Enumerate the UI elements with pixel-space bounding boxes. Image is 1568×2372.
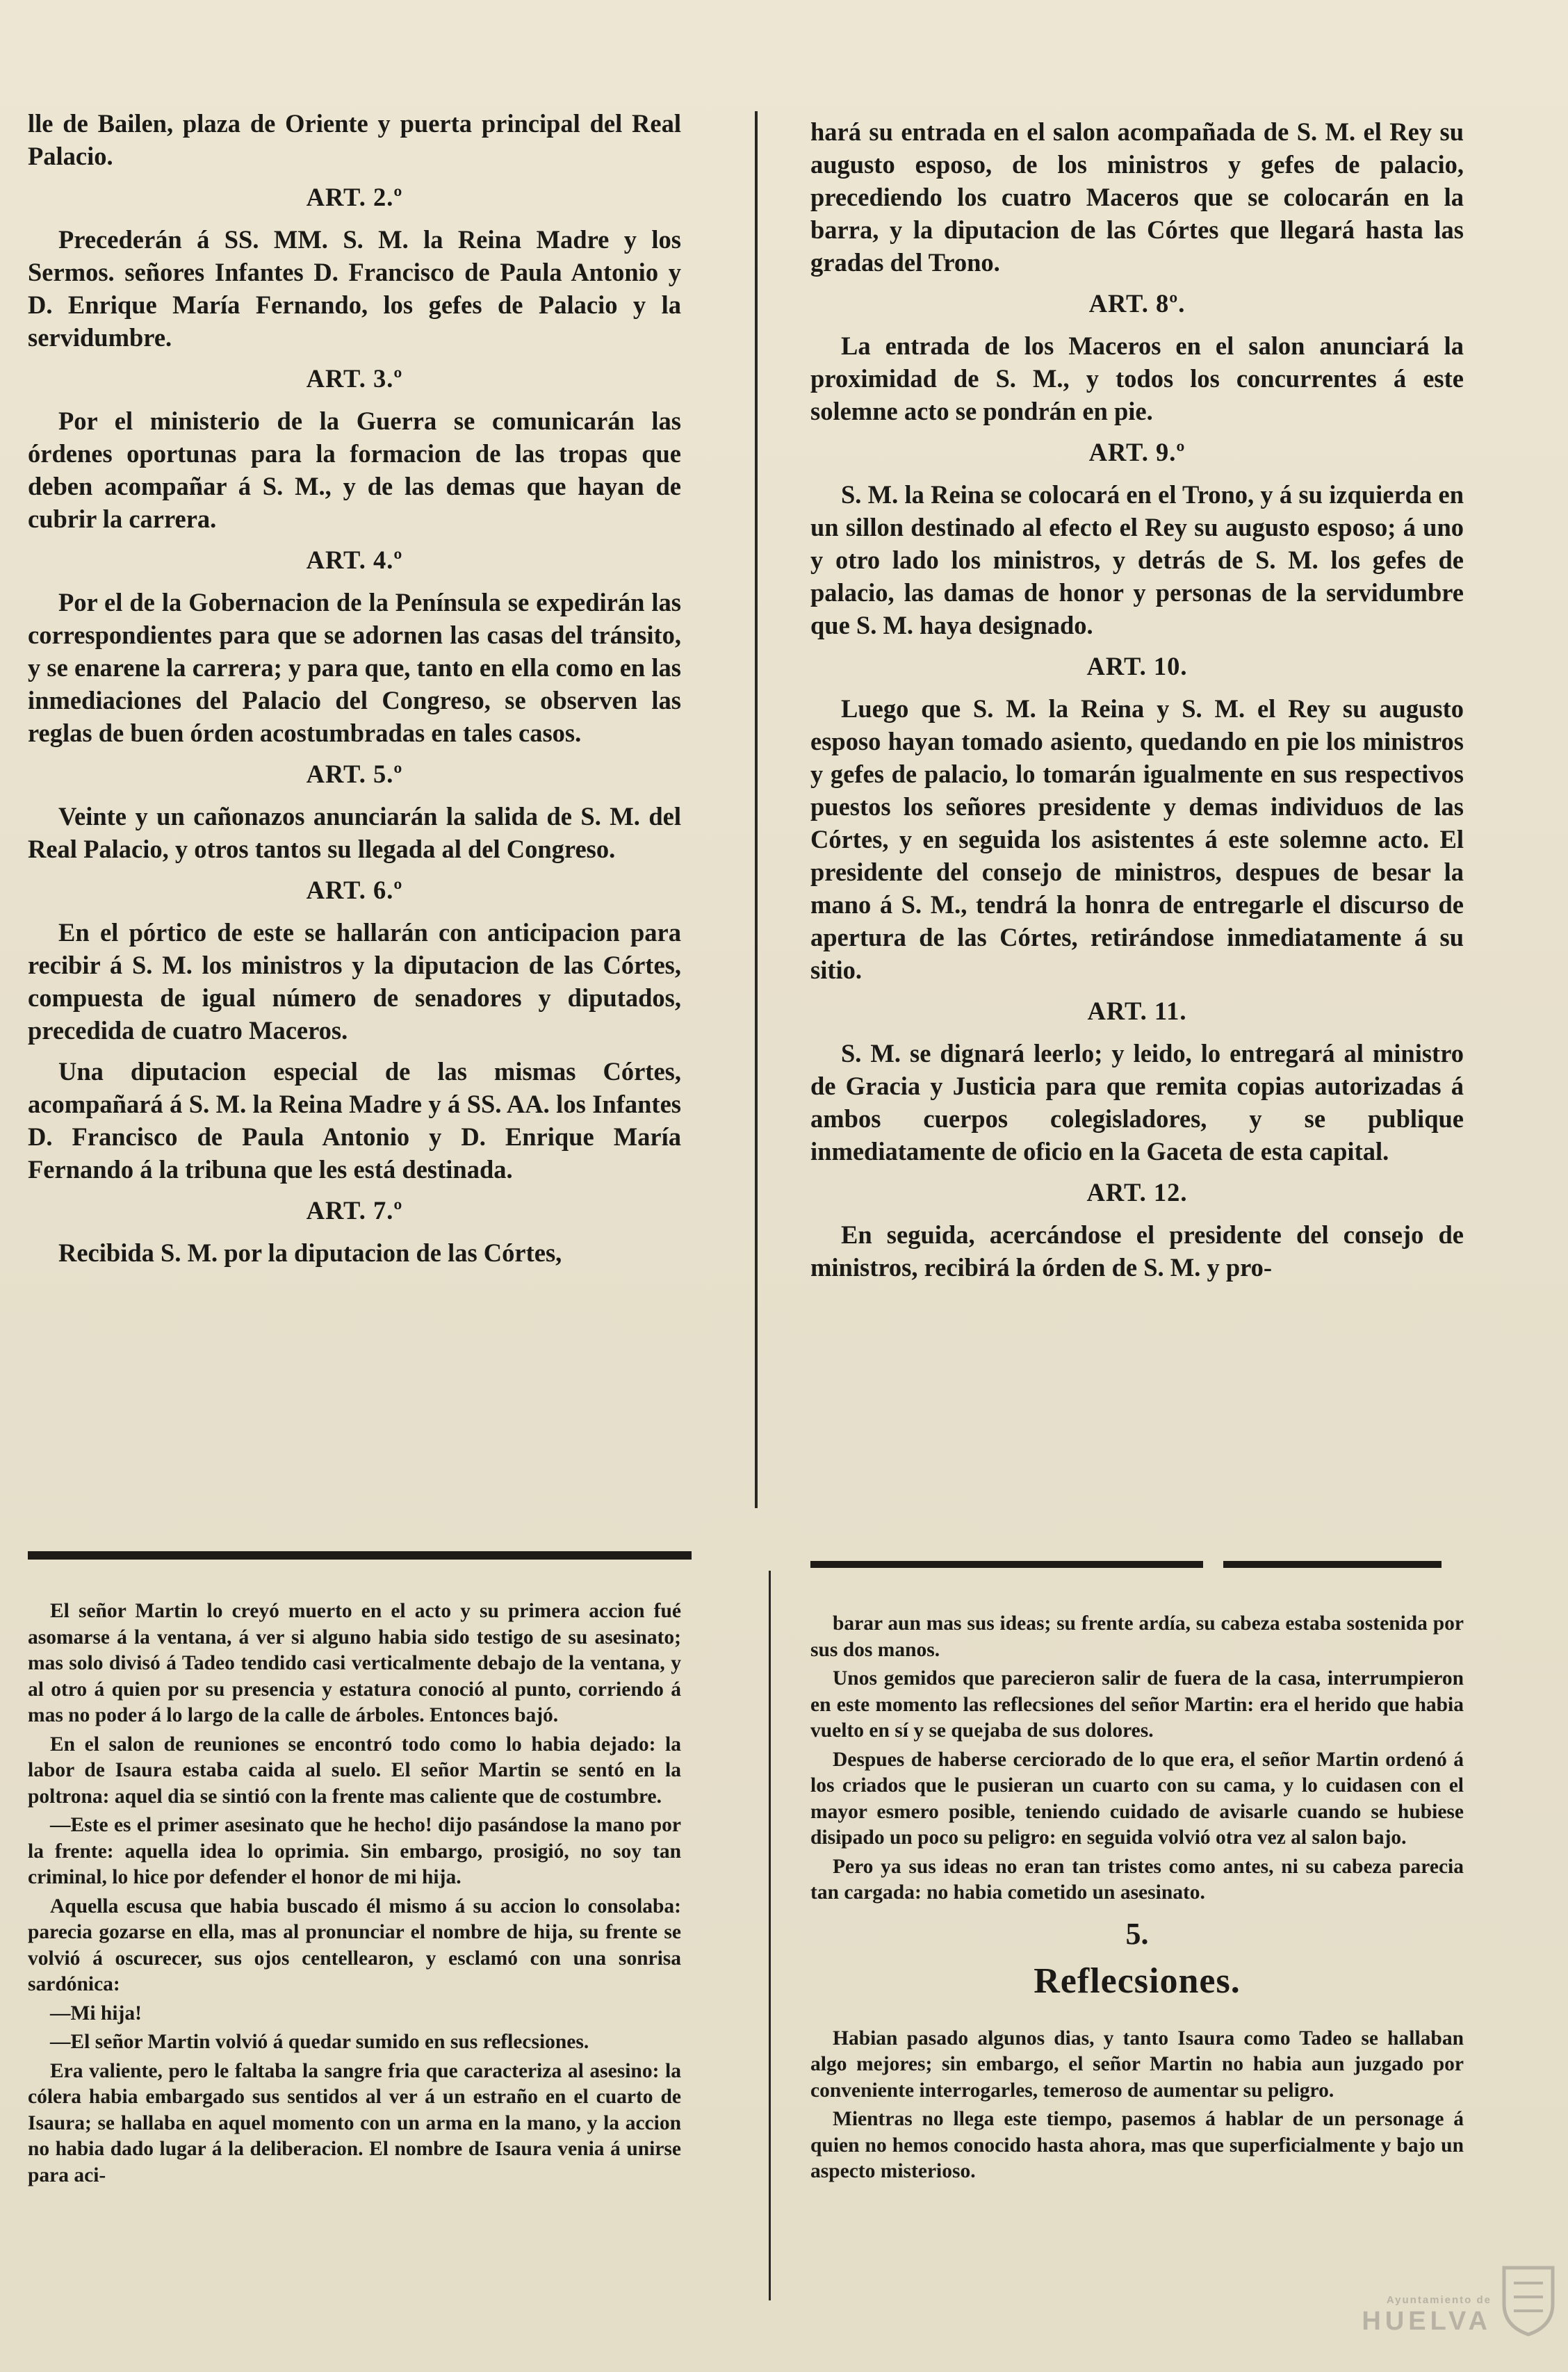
article-heading: ART. 3.º [306, 364, 403, 393]
paragraph: hará su entrada en el salon acompañada de S. M. el Rey su augusto esposo, de los ministros y gefes de palacio, precediendo los cuatro Maceros que se colocarán en la barra, y la diputacion de las Córtes que llegará hasta las gradas del Trono. [810, 117, 1464, 277]
folletin-right-column [810, 1611, 1464, 2188]
paragraph: Una diputacion especial de las mismas Córtes, acompañará á S. M. la Reina Madre y á SS. AA. los Infantes D. Francisco de Paula Antonio y D. Enrique María Fernando á la tribuna que les está destinada. [28, 1057, 681, 1184]
folletin-rule-right-b [1223, 1561, 1442, 1568]
article-heading: ART. 9.º [1088, 438, 1186, 466]
folletin-rule-right-a [810, 1561, 1203, 1568]
article-heading: ART. 5.º [306, 760, 403, 788]
chapter-title: Reflecsiones. [1034, 1961, 1241, 2001]
chapter-text [810, 2026, 1464, 2185]
folletin-rule-left [28, 1551, 692, 1560]
paragraph: lle de Bailen, plaza de Oriente y puerta principal del Real Palacio. [28, 109, 681, 170]
folletin-rule-vertical [769, 1571, 771, 2300]
article-heading: ART. 11. [1087, 997, 1187, 1025]
paragraph: S. M. se dignará leerlo; y leido, lo entregará al ministro de Gracia y Justicia para que remita copias autorizadas á ambos cuerpos colegisladores, y se publique inmediatamente de oficio en la Gaceta de esta capital. [810, 1039, 1464, 1165]
watermark-line1: Ayuntamiento de [1386, 2294, 1492, 2306]
column-rule-vertical [755, 111, 758, 1508]
paragraph: —Mi hija! [50, 2002, 142, 2025]
article-heading: ART. 8º. [1088, 289, 1186, 318]
paragraph: En el salon de reuniones se encontró todo como lo habia dejado: la labor de Isaura estaba caida al suelo. El señor Martin se sentó en la poltrona: aquel dia se sintió con la frente mas caliente que de costumbre. [28, 1733, 681, 1808]
folletin-right-text [810, 1611, 1464, 1906]
paragraph: Por el ministerio de la Guerra se comunicarán las órdenes oportunas para la formacion de las tropas que deben acompañar á S. M., y de las demas que hayan de cubrir la carrera. [28, 407, 681, 533]
paragraph: Despues de haberse cerciorado de lo que era, el señor Martin ordenó á los criados que le pusieran un cuarto con su cama, y lo cuidasen con el mayor esmero posible, teniendo cuidado de avisarle cuando se hubiese disipado un poco su peligro: en seguida volvió otra vez al salon bajo. [810, 1748, 1464, 1849]
paragraph: Precederán á SS. MM. S. M. la Reina Madre y los Sermos. señores Infantes D. Francisco de Paula Antonio y D. Enrique María Fernando, los gefes de Palacio y la servidumbre. [28, 225, 681, 352]
paragraph: Unos gemidos que parecieron salir de fuera de la casa, interrumpieron en este momento las reflecsiones del señor Martin: era el herido que habia vuelto en sí y se quejaba de sus dolores. [810, 1667, 1464, 1742]
paragraph: Pero ya sus ideas no eran tan tristes como antes, ni su cabeza parecia tan cargada: no habia cometido un asesinato. [810, 1855, 1464, 1904]
article-heading: ART. 10. [1086, 652, 1188, 680]
paragraph: Aquella escusa que habia buscado él mismo á su accion lo consolaba: parecia gozarse en ella, mas al pronunciar el nombre de hija, su frente se volvió á oscurecer, sus ojos centellearon, y esclamó con una sonrisa sardónica: [28, 1895, 681, 1995]
paragraph: Era valiente, pero le faltaba la sangre fria que caracteriza al asesino: la cólera habia embargado sus sentidos al ver á un estraño en el cuarto de Isaura; se hallaba en aquel momento con un arma en la mano, y la accion no habia dado lugar á la deliberacion. El nombre de Isaura venia á unirse para aci- [28, 2059, 681, 2186]
watermark [1255, 2294, 1492, 2336]
paragraph: Recibida S. M. por la diputacion de las Córtes, [58, 1238, 562, 1267]
paragraph: Habian pasado algunos dias, y tanto Isaura como Tadeo se hallaban algo mejores; sin embargo, el señor Martin no habia aun juzgado por conveniente interrogarles, temeroso de aumentar su peligro. [810, 2027, 1464, 2102]
city-shield-icon [1497, 2262, 1560, 2339]
paragraph: Mientras no llega este tiempo, pasemos á hablar de un personage á quien no hemos conocido hasta ahora, mas que superficialmente y bajo un aspecto misterioso. [810, 2108, 1464, 2182]
right-column [810, 115, 1464, 1292]
paragraph: Luego que S. M. la Reina y S. M. el Rey su augusto esposo hayan tomado asiento, quedando en pie los ministros y gefes de palacio, lo tomarán igualmente en sus respectivos puestos los señores presidente y demas individuos de las Córtes, y en seguida los asistentes á este solemne acto. El presidente del consejo de ministros, despues de besar la mano á S. M., tendrá la honra de entregarle el discurso de apertura de las Córtes, retirándose inmediatamente á su sitio. [810, 694, 1464, 984]
article-heading: ART. 12. [1086, 1178, 1188, 1207]
paragraph: En seguida, acercándose el presidente del consejo de ministros, recibirá la órden de S. M. y pro- [810, 1220, 1464, 1282]
watermark-line2: HUELVA [1362, 2307, 1492, 2336]
chapter-number: 5. [1125, 1916, 1149, 1951]
paragraph: Por el de la Gobernacion de la Península se expedirán las correspondientes para que se adornen las casas del tránsito, y se enarene la carrera; y para que, tanto en ella como en las inmediaciones del Palacio del Congreso, se observen las reglas de buen órden acostumbradas en tales casos. [28, 588, 681, 747]
paragraph: Veinte y un cañonazos anunciarán la salida de S. M. del Real Palacio, y otros tantos su llegada al del Congreso. [28, 802, 681, 863]
paragraph: La entrada de los Maceros en el salon anunciará la proximidad de S. M., y todos los concurrentes á este solemne acto se pondrán en pie. [810, 332, 1464, 425]
paragraph: El señor Martin lo creyó muerto en el acto y su primera accion fué asomarse á la ventana, á ver si alguno habia sido testigo de su asesinato; mas solo divisó á Tadeo tendido casi verticalmente debajo de la ventana, y al otro á quien por su presencia y estatura conoció al punto, corriendo á mas no poder á lo largo de la calle de árboles. Entonces bajó. [28, 1600, 681, 1726]
paragraph: En el pórtico de este se hallarán con anticipacion para recibir á S. M. los ministros y la diputacion de las Córtes, compuesta de igual número de senadores y diputados, precedida de cuatro Maceros. [28, 918, 681, 1045]
paragraph: —Este es el primer asesinato que he hecho! dijo pasándose la mano por la frente: aquella idea lo oprimia. Sin embargo, prosigió, no soy tan criminal, lo hice por defender el honor de mi hija. [28, 1814, 681, 1888]
left-column [28, 107, 681, 1277]
paragraph: barar aun mas sus ideas; su frente ardía, su cabeza estaba sostenida por sus dos manos. [810, 1612, 1464, 1661]
article-heading: ART. 7.º [306, 1196, 403, 1225]
article-heading: ART. 2.º [306, 183, 403, 211]
paragraph: S. M. la Reina se colocará en el Trono, y á su izquierda en un sillon destinado al efecto el Rey su augusto esposo; á uno y otro lado los ministros, y detrás de S. M. los gefes de palacio, las damas de honor y personas de la servidumbre que S. M. haya designado. [810, 480, 1464, 639]
folletin-left-column [28, 1598, 681, 2191]
paragraph: —El señor Martin volvió á quedar sumido en sus reflecsiones. [50, 2031, 589, 2053]
article-heading: ART. 6.º [306, 876, 403, 904]
article-heading: ART. 4.º [306, 546, 403, 574]
